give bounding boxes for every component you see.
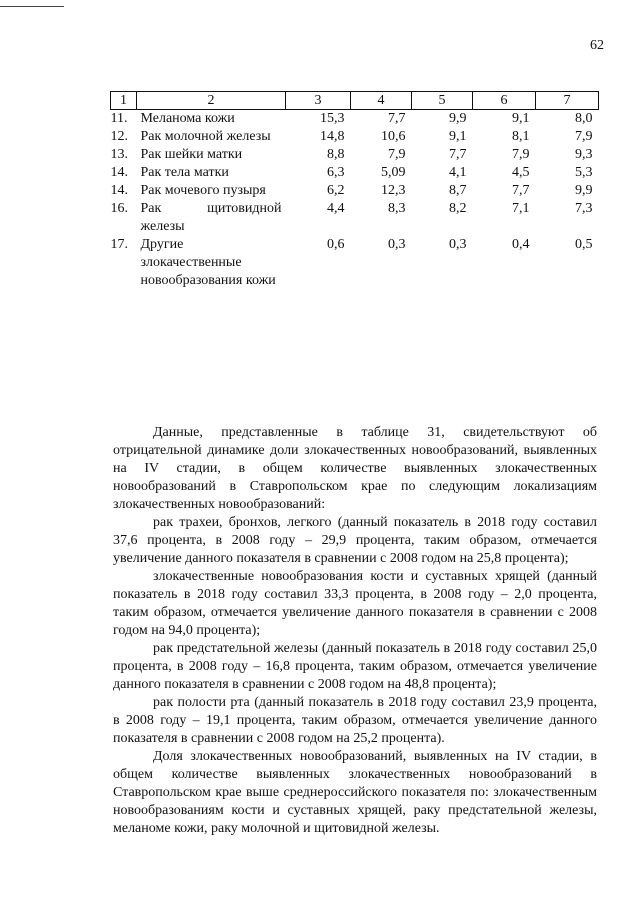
- table-cell: 7,9: [388, 147, 406, 162]
- table-cell: 12,3: [381, 183, 406, 198]
- table-cell: 7,3: [575, 201, 593, 216]
- table-cell: 0,4: [512, 237, 530, 252]
- table-cell: 7,1: [512, 201, 530, 216]
- table-cell: 10,6: [381, 129, 406, 144]
- table-cell: 9,9: [449, 111, 467, 126]
- table-cell: 8,2: [449, 201, 467, 216]
- table-row: [111, 128, 599, 146]
- column-header: 4: [351, 92, 412, 110]
- paragraph: рак предстательной железы (данный показатель в 2018 году составил 25,0 процента, в 2008 году – 16,8 процента, таким образом, отмечается увеличение данного показателя в сравнении с 2008 годом на 48,8 процента);: [113, 641, 597, 692]
- table-cell: 0,6: [327, 237, 345, 252]
- row-name: Рак мочевого пузыря: [140, 183, 266, 198]
- table-row: [111, 146, 599, 164]
- paragraph: рак трахеи, бронхов, легкого (данный показатель в 2018 году составил 37,6 процента, в 2008 году – 29,9 процента, таким образом, отмечается увеличение данного показателя в сравнении с 2008 годом на 25,8 процента);: [113, 515, 597, 566]
- table-row: [111, 200, 599, 236]
- row-name: Рак шейки матки: [140, 147, 243, 162]
- row-index: 14.: [110, 183, 128, 198]
- body-text: [113, 424, 597, 838]
- column-header: 3: [286, 92, 351, 110]
- table-cell: 4,4: [327, 201, 345, 216]
- table-cell: 9,9: [575, 183, 593, 198]
- paragraph: Данные, представленные в таблице 31, свидетельствуют об отрицательной динамике доли злокачественных новообразований, выявленных на IV стадии, в общем количестве выявленных злокачественных новообразований в Ставропольском крае по следующим локализациям злокачественных новообразований:: [113, 425, 597, 512]
- paragraph: злокачественные новообразования кости и суставных хрящей (данный показатель в 2018 году составил 33,3 процента, в 2008 году – 2,0 процента, таким образом, отмечается увеличение данного показателя в сравнении с 2008 годом на 94,0 процента);: [113, 569, 597, 638]
- column-header: 1: [111, 92, 137, 110]
- paragraph: Доля злокачественных новообразований, выявленных на IV стадии, в общем количестве выявленных злокачественных новообразований в Ставропольском крае выше среднероссийского показателя по: злокачественным новообразованиям кости и суставных хрящей, раку предстательной железы, меланоме кожи, раку молочной и щитовидной железы.: [113, 749, 597, 836]
- table-cell: 5,3: [575, 165, 593, 180]
- row-index: 14.: [110, 165, 128, 180]
- table-cell: 7,7: [512, 183, 530, 198]
- row-index: 13.: [110, 147, 128, 162]
- row-name: Меланома кожи: [140, 111, 235, 126]
- paragraph: рак полости рта (данный показатель в 2018 году составил 23,9 процента, в 2008 году – 19,1 процента, таким образом, отмечается увеличение данного показателя в сравнении с 2008 годом на 25,2 процента).: [113, 695, 597, 746]
- table-cell: 8,7: [449, 183, 467, 198]
- table-cell: 7,7: [449, 147, 467, 162]
- table-row: [111, 236, 599, 290]
- corner-rule: [0, 6, 64, 7]
- table-cell: 9,1: [512, 111, 530, 126]
- table-cell: 8,1: [512, 129, 530, 144]
- row-index: 11.: [110, 111, 128, 126]
- table-cell: 5,09: [381, 165, 406, 180]
- table-cell: 9,1: [449, 129, 467, 144]
- table-cell: 8,3: [388, 201, 406, 216]
- table-row: [111, 110, 599, 129]
- table-cell: 7,9: [575, 129, 593, 144]
- table-cell: 4,1: [449, 165, 467, 180]
- table-cell: 4,5: [512, 165, 530, 180]
- table-cell: 0,3: [449, 237, 467, 252]
- table-cell: 14,8: [320, 129, 345, 144]
- row-index: 12.: [110, 129, 128, 144]
- column-header: 7: [536, 92, 599, 110]
- column-header: 6: [473, 92, 536, 110]
- table-header-row: [111, 92, 599, 110]
- table-cell: 7,9: [512, 147, 530, 162]
- table-row: [111, 182, 599, 200]
- row-name: Рак щитовидной железы: [140, 201, 282, 234]
- row-index: 17.: [110, 237, 128, 252]
- table-row: [111, 164, 599, 182]
- table-cell: 7,7: [388, 111, 406, 126]
- column-header: 2: [137, 92, 286, 110]
- row-name: Другие злокачественные новообразования кожи: [140, 237, 276, 288]
- table-cell: 6,2: [327, 183, 345, 198]
- column-header: 5: [412, 92, 473, 110]
- table-cell: 0,5: [575, 237, 593, 252]
- page-number: 62: [590, 38, 604, 53]
- row-name: Рак тела матки: [140, 165, 229, 180]
- table-cell: 6,3: [327, 165, 345, 180]
- row-name: Рак молочной железы: [140, 129, 271, 144]
- row-index: 16.: [110, 201, 128, 216]
- table-cell: 9,3: [575, 147, 593, 162]
- data-table: [110, 91, 599, 290]
- table-cell: 8,8: [327, 147, 345, 162]
- table-cell: 0,3: [388, 237, 406, 252]
- table-cell: 15,3: [320, 111, 345, 126]
- table-cell: 8,0: [575, 111, 593, 126]
